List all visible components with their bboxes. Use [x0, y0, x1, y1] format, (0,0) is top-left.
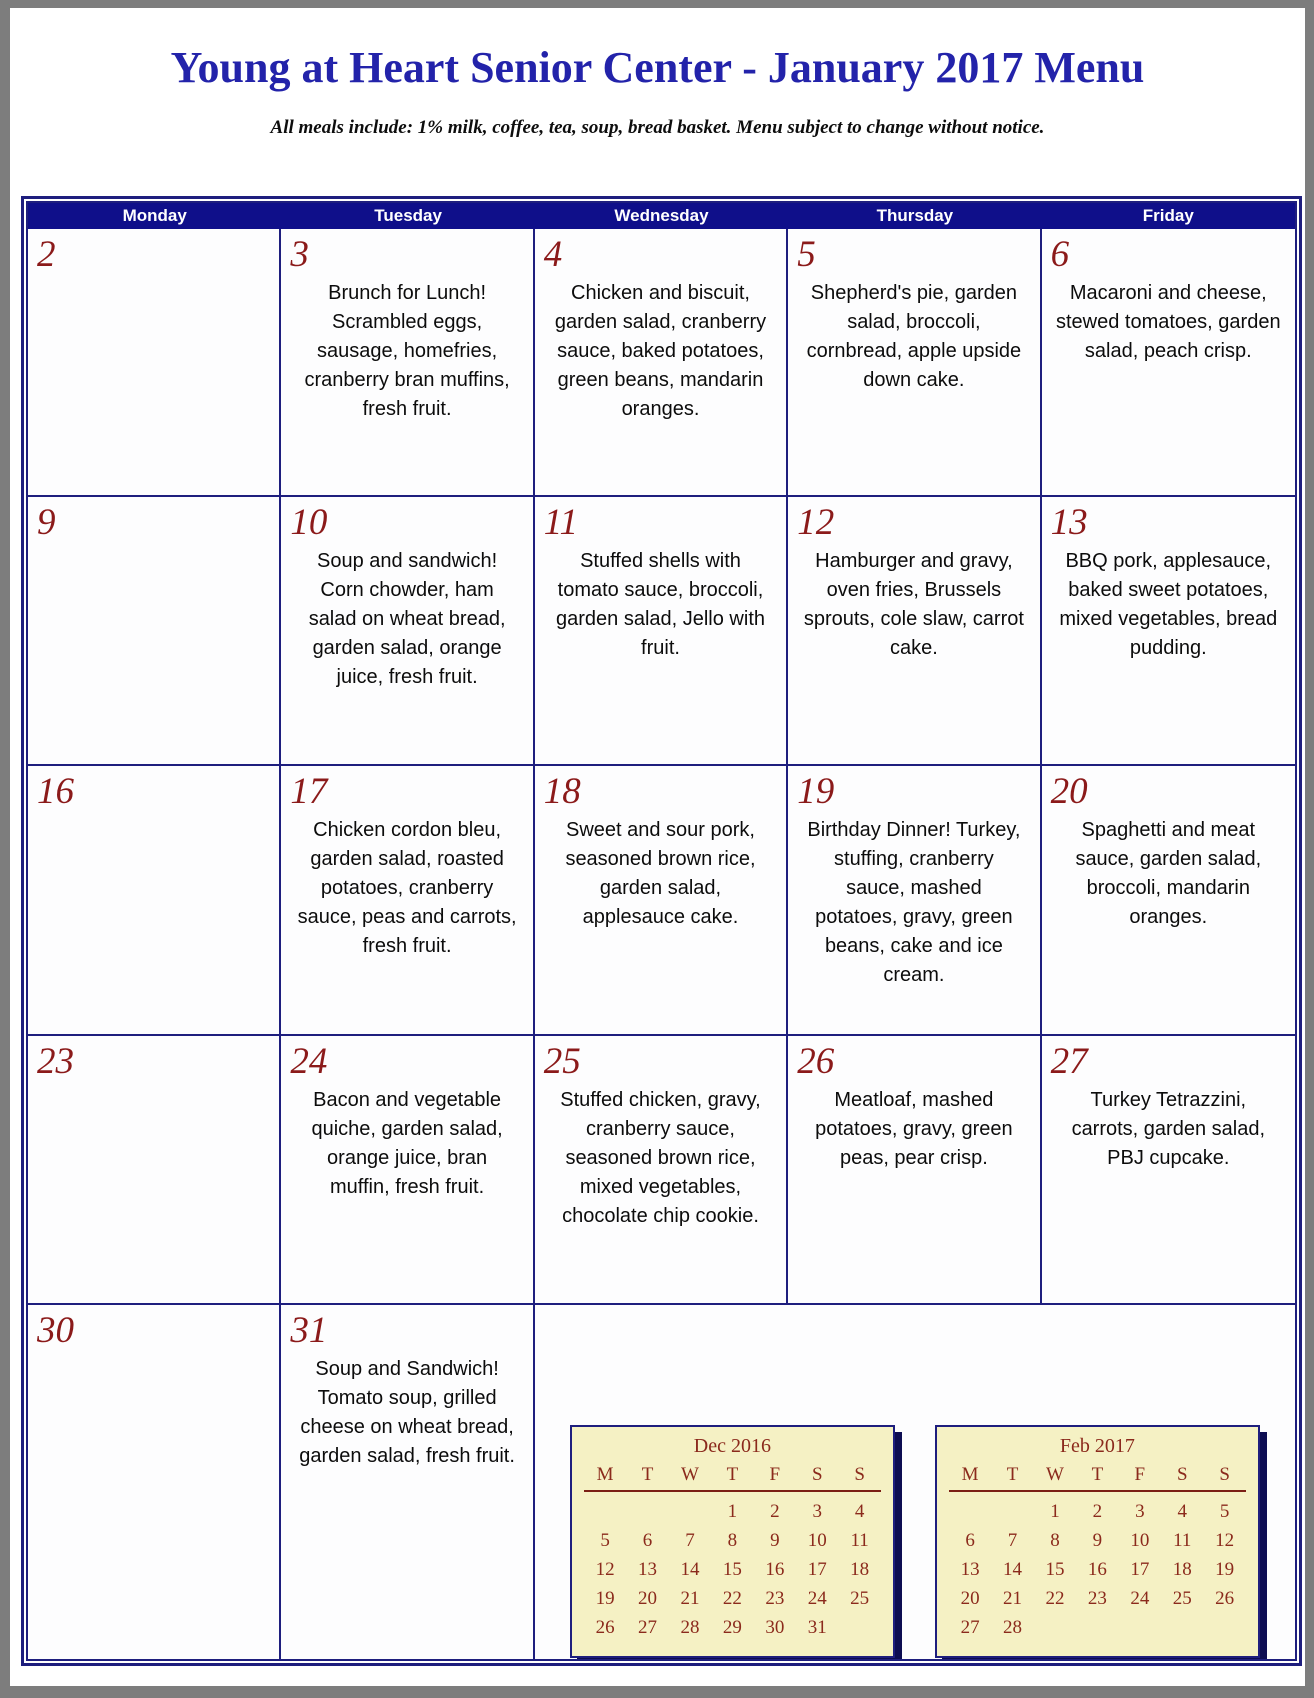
mini-week-row	[584, 1555, 881, 1584]
mini-day-header: T	[726, 1464, 739, 1485]
mini-day-number: 31	[807, 1617, 827, 1638]
menu-text: Sweet and sour pork, seasoned brown rice, garden salad, applesauce cake.	[565, 819, 756, 928]
mini-calendar-grid	[949, 1464, 1246, 1642]
mini-week-row	[949, 1526, 1246, 1555]
day-cell-jan-20	[1042, 766, 1295, 1034]
menu-text: Soup and sandwich! Corn chowder, ham salad on wheat bread, garden salad, orange juice, fresh fruit.	[308, 550, 506, 688]
mini-day-number: 13	[960, 1559, 980, 1580]
mini-day-number: 26	[595, 1617, 615, 1638]
mini-day-number: 18	[1172, 1559, 1192, 1580]
date-number: 16	[37, 771, 74, 812]
mini-day-number: 10	[1130, 1530, 1150, 1551]
mini-day-number	[669, 1497, 711, 1526]
date-number: 5	[797, 234, 816, 275]
menu-text: Macaroni and cheese, stewed tomatoes, garden salad, peach crisp.	[1055, 282, 1281, 362]
mini-day-number	[1034, 1613, 1076, 1642]
date-number: 20	[1050, 771, 1088, 812]
mini-day-number: 3	[812, 1501, 822, 1522]
mini-day-header: M	[961, 1464, 979, 1485]
mini-week-row	[584, 1613, 881, 1642]
mini-day-number: 12	[595, 1559, 615, 1580]
mini-day-header: F	[769, 1464, 781, 1485]
mini-day-number: 25	[850, 1588, 870, 1609]
date-number: 26	[797, 1041, 835, 1082]
menu-text: Bacon and vegetable quiche, garden salad, orange juice, bran muffin, fresh fruit.	[311, 1089, 503, 1198]
mini-day-number: 4	[1177, 1501, 1187, 1522]
date-number: 17	[290, 771, 328, 812]
menu-text: Chicken cordon bleu, garden salad, roasted potatoes, cranberry sauce, peas and carrots, fresh fruit.	[297, 819, 517, 957]
mini-day-header: T	[1091, 1464, 1104, 1485]
mini-day-header: W	[680, 1464, 699, 1485]
mini-day-number: 7	[685, 1530, 695, 1551]
mini-day-number: 9	[1092, 1530, 1103, 1551]
date-number: 31	[290, 1310, 328, 1351]
mini-day-header-row	[584, 1464, 881, 1492]
day-cell-jan-11	[535, 497, 788, 764]
date-number: 10	[290, 502, 328, 543]
mini-day-number: 27	[638, 1617, 658, 1638]
mini-day-number: 14	[1003, 1559, 1023, 1580]
mini-day-number: 10	[807, 1530, 827, 1551]
day-cell-jan-25	[535, 1036, 788, 1303]
day-cell-jan-10	[281, 497, 534, 764]
date-number: 18	[543, 771, 581, 812]
mini-calendar-title: Dec 2016	[693, 1435, 771, 1457]
weekday-header-monday: Monday	[122, 206, 187, 225]
weekday-header-tuesday: Tuesday	[374, 206, 442, 225]
menu-text: Birthday Dinner! Turkey, stuffing, cranberry sauce, mashed potatoes, gravy, green beans, cake and ice cream.	[807, 819, 1021, 986]
date-number: 27	[1050, 1041, 1088, 1082]
mini-day-number	[1203, 1613, 1245, 1642]
mini-day-number: 8	[727, 1530, 738, 1551]
mini-day-header: S	[1176, 1464, 1188, 1485]
mini-day-number: 21	[1003, 1588, 1023, 1609]
mini-day-number: 18	[850, 1559, 870, 1580]
menu-text: Soup and Sandwich! Tomato soup, grilled cheese on wheat bread, garden salad, fresh fruit.	[299, 1358, 515, 1467]
day-cell-jan-16	[28, 766, 281, 1034]
mini-day-number: 11	[1173, 1530, 1192, 1551]
menu-text: Shepherd's pie, garden salad, broccoli, cornbread, apple upside down cake.	[806, 282, 1022, 391]
mini-day-number: 25	[1172, 1588, 1192, 1609]
day-cell-jan-3	[281, 229, 534, 495]
date-number: 24	[290, 1041, 328, 1082]
day-cell-jan-4	[535, 229, 788, 495]
mini-day-number: 8	[1050, 1530, 1060, 1551]
mini-day-number: 27	[960, 1617, 980, 1638]
day-cell-jan-23	[28, 1036, 281, 1303]
mini-day-header: T	[1006, 1464, 1019, 1485]
mini-day-number: 11	[850, 1530, 869, 1551]
date-number: 23	[37, 1041, 74, 1082]
mini-day-number: 5	[600, 1530, 610, 1551]
menu-page	[10, 8, 1305, 1686]
mini-day-number	[1119, 1613, 1161, 1642]
mini-week-row	[949, 1613, 1246, 1642]
menu-text: Chicken and biscuit, garden salad, cranberry sauce, baked potatoes, green beans, mandarin oranges.	[554, 282, 767, 420]
mini-day-number: 2	[1092, 1501, 1103, 1522]
calendar-grid	[26, 201, 1297, 1661]
menu-calendar	[21, 196, 1302, 1666]
day-cell-jan-24	[281, 1036, 534, 1303]
mini-day-number: 21	[680, 1588, 700, 1609]
mini-day-number: 17	[1130, 1559, 1150, 1580]
date-number: 4	[543, 234, 563, 275]
mini-day-number: 3	[1135, 1501, 1145, 1522]
day-cell-jan-30	[28, 1305, 281, 1659]
date-number: 9	[37, 502, 56, 543]
mini-day-number: 16	[765, 1559, 785, 1580]
date-number: 13	[1050, 502, 1088, 543]
day-cell-jan-18	[535, 766, 788, 1034]
mini-day-number: 16	[1087, 1559, 1107, 1580]
day-cell-jan-27	[1042, 1036, 1295, 1303]
mini-day-number: 23	[1087, 1588, 1107, 1609]
week-row-3	[28, 766, 1295, 1036]
mini-day-header: W	[1045, 1464, 1064, 1485]
mini-day-number: 19	[595, 1588, 615, 1609]
menu-text: Stuffed chicken, gravy, cranberry sauce, seasoned brown rice, mixed vegetables, chocolate chip cookie.	[560, 1089, 761, 1227]
mini-day-number: 15	[722, 1559, 742, 1580]
page-subtitle: All meals include: 1% milk, coffee, tea, soup, bread basket. Menu subject to change without notice.	[270, 117, 1045, 138]
mini-day-header: F	[1134, 1464, 1146, 1485]
mini-day-number: 2	[770, 1501, 780, 1522]
mini-day-number: 6	[642, 1530, 653, 1551]
day-cell-jan-19	[788, 766, 1041, 1034]
day-cell-jan-26	[788, 1036, 1041, 1303]
mini-day-number: 6	[965, 1530, 975, 1551]
mini-day-header-row	[949, 1464, 1246, 1492]
menu-text: Stuffed shells with tomato sauce, broccoli, garden salad, Jello with fruit.	[555, 550, 765, 659]
day-cell-jan-6	[1042, 229, 1295, 495]
mini-day-number: 22	[1045, 1588, 1065, 1609]
date-number: 12	[797, 502, 835, 543]
week-row-2	[28, 497, 1295, 766]
mini-day-number	[949, 1497, 991, 1526]
mini-day-header: S	[1219, 1464, 1230, 1485]
mini-week-row	[949, 1584, 1246, 1613]
mini-day-header: S	[811, 1464, 823, 1485]
menu-text: Turkey Tetrazzini, carrots, garden salad, PBJ cupcake.	[1071, 1089, 1265, 1169]
mini-day-number: 22	[722, 1588, 742, 1609]
day-cell-jan-12	[788, 497, 1041, 764]
mini-day-number	[1161, 1613, 1203, 1642]
day-cell-jan-17	[281, 766, 534, 1034]
mini-day-number: 23	[765, 1588, 785, 1609]
mini-day-number: 24	[807, 1588, 827, 1609]
mini-day-number: 24	[1130, 1588, 1150, 1609]
mini-week-row	[949, 1555, 1246, 1584]
mini-calendar-dec-2016	[570, 1425, 895, 1658]
mini-day-number: 28	[680, 1617, 700, 1638]
mini-day-header: T	[641, 1464, 654, 1485]
mini-day-number: 28	[1003, 1617, 1023, 1638]
page-title: Young at Heart Senior Center - January 2017 Menu	[170, 43, 1145, 92]
mini-day-number	[1076, 1613, 1118, 1642]
date-number: 19	[797, 771, 835, 812]
mini-day-number	[838, 1613, 880, 1642]
weekday-header-thursday: Thursday	[876, 206, 954, 225]
date-number: 11	[543, 502, 579, 543]
date-number: 25	[543, 1041, 581, 1082]
date-number: 3	[290, 234, 309, 275]
mini-day-number: 20	[960, 1588, 980, 1609]
day-cell-jan-9	[28, 497, 281, 764]
mini-day-number: 9	[770, 1530, 780, 1551]
menu-text: Meatloaf, mashed potatoes, gravy, green peas, pear crisp.	[815, 1089, 1013, 1169]
mini-day-number: 1	[727, 1501, 738, 1522]
mini-day-header: S	[854, 1464, 865, 1485]
menu-text: Brunch for Lunch! Scrambled eggs, sausage, homefries, cranberry bran muffins, fresh fruit.	[304, 282, 510, 420]
week-row-1	[28, 229, 1295, 497]
weekday-header-row	[28, 203, 1295, 229]
mini-day-number	[584, 1497, 626, 1526]
mini-day-number: 20	[638, 1588, 658, 1609]
mini-day-number: 19	[1215, 1559, 1235, 1580]
mini-day-number: 5	[1219, 1501, 1230, 1522]
mini-day-number: 4	[854, 1501, 865, 1522]
mini-day-number: 13	[638, 1559, 658, 1580]
mini-calendar-feb-2017	[935, 1425, 1260, 1658]
day-cell-jan-5	[788, 229, 1041, 495]
mini-day-number: 29	[722, 1617, 742, 1638]
mini-day-number: 17	[807, 1559, 827, 1580]
mini-day-number: 26	[1215, 1588, 1235, 1609]
mini-week-row	[584, 1497, 881, 1526]
mini-week-row	[584, 1584, 881, 1613]
mini-calendar-area	[535, 1305, 1295, 1659]
week-row-5	[28, 1305, 1295, 1659]
mini-day-number: 15	[1045, 1559, 1065, 1580]
day-cell-jan-13	[1042, 497, 1295, 764]
mini-day-number: 1	[1050, 1501, 1060, 1522]
weekday-header-wednesday: Wednesday	[614, 206, 709, 225]
mini-day-number	[626, 1497, 668, 1526]
mini-day-number: 14	[680, 1559, 700, 1580]
mini-calendar-title: Feb 2017	[1059, 1435, 1135, 1457]
mini-week-row	[584, 1526, 881, 1555]
week-row-4	[28, 1036, 1295, 1305]
mini-day-number: 30	[765, 1617, 785, 1638]
mini-day-header: M	[596, 1464, 614, 1485]
mini-day-number: 12	[1215, 1530, 1235, 1551]
day-cell-jan-2	[28, 229, 281, 495]
weekday-header-friday: Friday	[1142, 206, 1194, 225]
date-number: 2	[37, 234, 56, 275]
mini-week-row	[949, 1497, 1246, 1526]
mini-calendar-grid	[584, 1464, 881, 1642]
date-number: 30	[37, 1310, 74, 1351]
mini-day-number	[991, 1497, 1033, 1526]
day-cell-jan-31	[281, 1305, 534, 1659]
menu-text: BBQ pork, applesauce, baked sweet potatoes, mixed vegetables, bread pudding.	[1059, 550, 1278, 659]
menu-text: Spaghetti and meat sauce, garden salad, broccoli, mandarin oranges.	[1075, 819, 1262, 928]
mini-day-number: 7	[1007, 1530, 1018, 1551]
menu-text: Hamburger and gravy, oven fries, Brussels sprouts, cole slaw, carrot cake.	[803, 550, 1024, 659]
date-number: 6	[1050, 234, 1070, 275]
